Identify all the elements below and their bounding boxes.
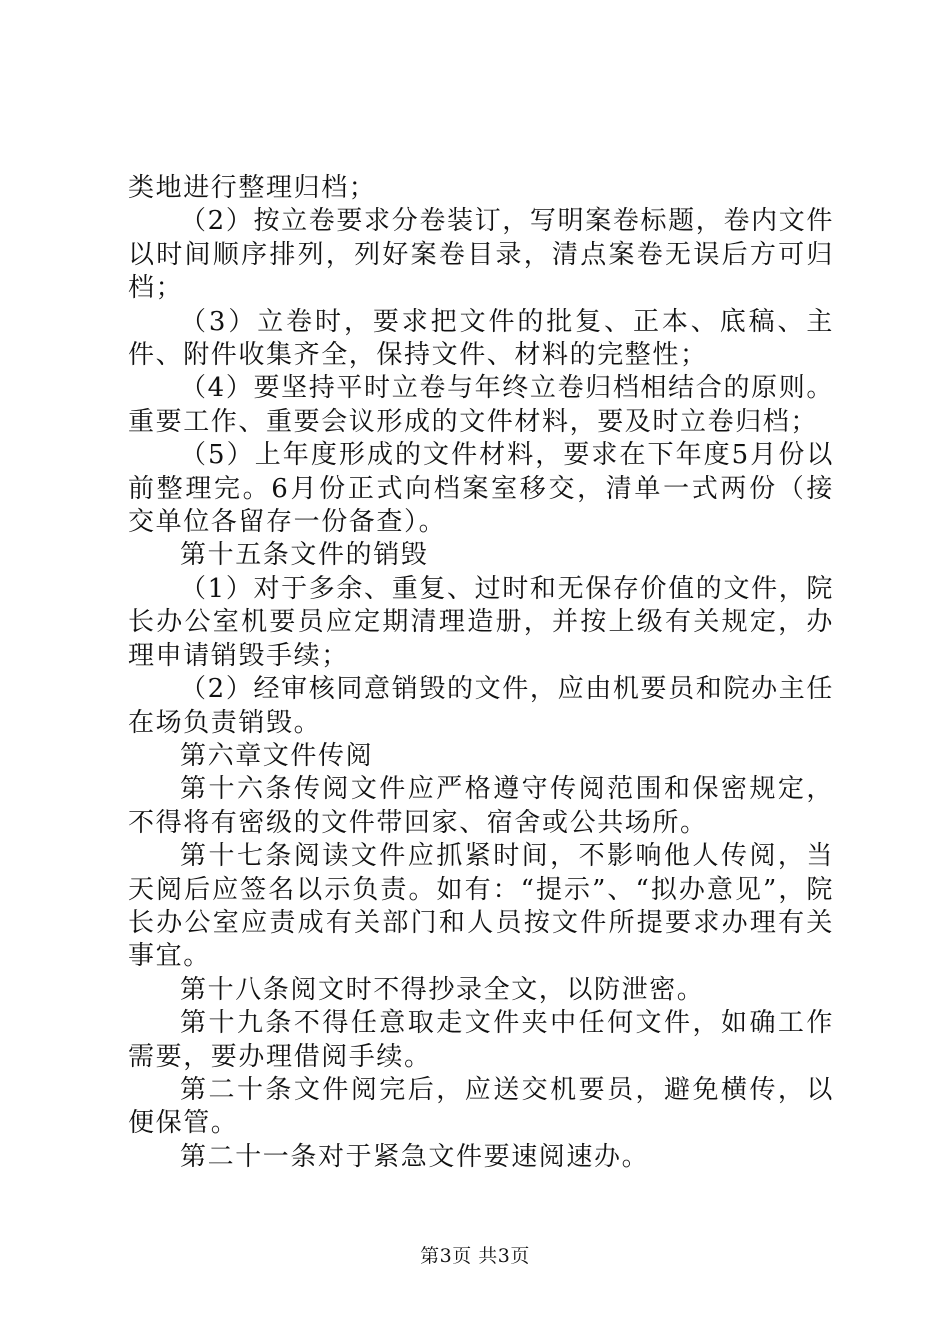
article-17: 第十七条阅读文件应抓紧时间，不影响他人传阅，当天阅后应签名以示负责。如有：“提示”、“拟办意见”，院长办公室应责成有关部门和人员按文件所提要求办理有关事宜。 xyxy=(128,841,834,972)
paragraph-item-2: （2）按立卷要求分卷装订，写明案卷标题，卷内文件以时间顺序排列，列好案卷目录，清点案卷无误后方可归档； xyxy=(128,206,834,304)
chapter-6-heading: 第六章文件传阅 xyxy=(180,740,374,771)
article-15-item-2: （2）经审核同意销毁的文件，应由机要员和院办主任在场负责销毁。 xyxy=(128,674,834,738)
paragraph-item-4: （4）要坚持平时立卷与年终立卷归档相结合的原则。重要工作、重要会议形成的文件材料，要及时立卷归档； xyxy=(128,373,834,437)
article-15-item-1: （1）对于多余、重复、过时和无保存价值的文件，院长办公室机要员应定期清理造册，并按上级有关规定，办理申请销毁手续； xyxy=(128,573,834,671)
article-20: 第二十条文件阅完后，应送交机要员，避免横传，以便保管。 xyxy=(128,1074,834,1139)
article-15-heading: 第十五条文件的销毁 xyxy=(180,540,429,571)
paragraph-item-3: （3）立卷时，要求把文件的批复、正本、底稿、主件、附件收集齐全，保持文件、材料的完整性； xyxy=(128,306,834,371)
article-16: 第十六条传阅文件应严格遵守传阅范围和保密规定，不得将有密级的文件带回家、宿舍或公共场所。 xyxy=(128,774,834,838)
article-19: 第十九条不得任意取走文件夹中任何文件，如确工作需要，要办理借阅手续。 xyxy=(128,1008,834,1072)
page-number-footer: 第3页 共3页 xyxy=(420,1245,530,1267)
document-body xyxy=(128,172,834,1174)
article-18: 第十八条阅文时不得抄录全文，以防泄密。 xyxy=(180,974,705,1005)
paragraph-continuation: 类地进行整理归档； xyxy=(128,173,377,203)
article-21: 第二十一条对于紧急文件要速阅速办。 xyxy=(180,1141,650,1172)
paragraph-item-5: （5）上年度形成的文件材料，要求在下年度5月份以前整理完。6月份正式向档案室移交，清单一式两份（接交单位各留存一份备查）。 xyxy=(128,440,835,538)
